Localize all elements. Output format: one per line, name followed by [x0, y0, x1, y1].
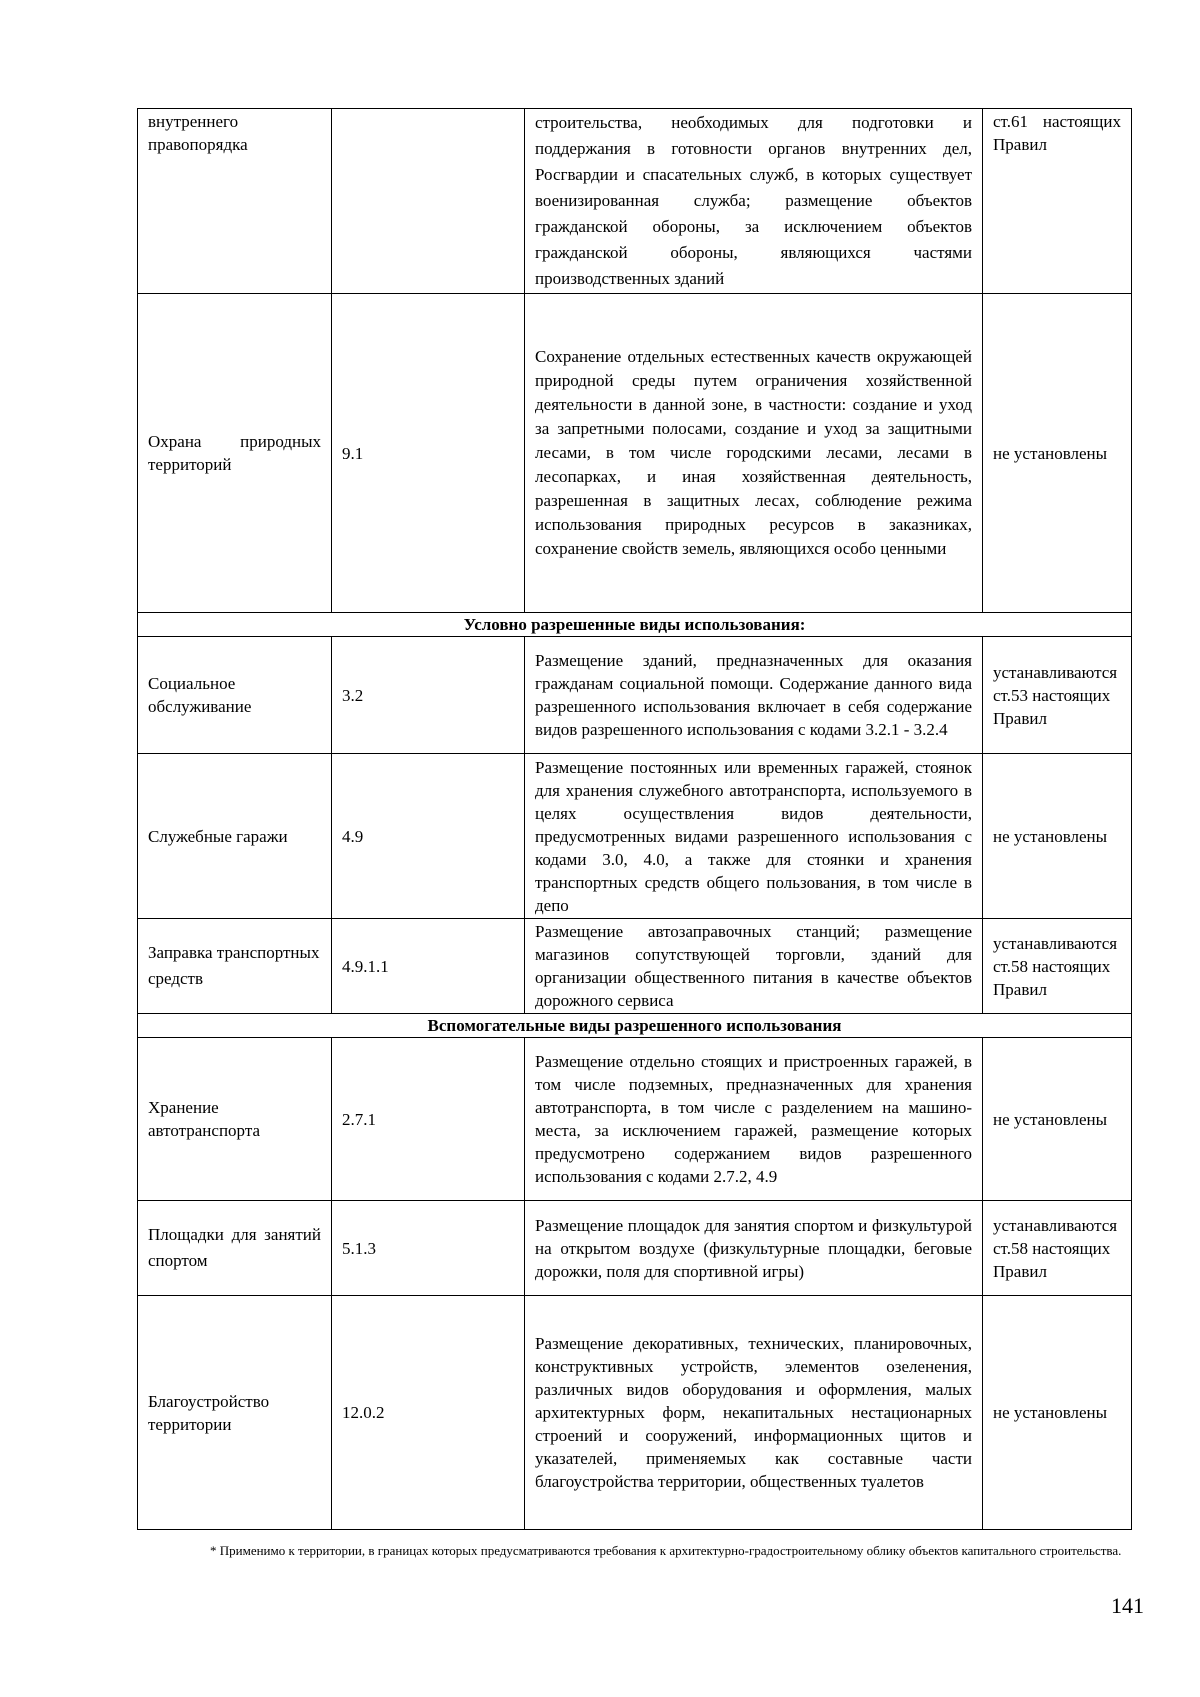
table-row [138, 754, 1132, 919]
use-params: не установлены [983, 294, 1132, 613]
use-description: Сохранение отдельных естественных качеств окружающей природной среды путем ограничения хозяйственной деятельности в данной зоне, в частности: создание и уход за запретными полосами, создание и уход за защитными лесами, в том числе городскими лесами, лесами в лесопарках, и иная хозяйственная деятельность, разрешенная в защитных лесах, соблюдение режима использования природных ресурсов в заказниках, сохранение свойств земель, являющихся особо ценными [525, 294, 983, 613]
use-name: Хранение автотранспорта [138, 1038, 332, 1201]
use-description: Размещение постоянных или временных гаражей, стоянок для хранения служебного автотранспорта, используемого в целях осуществления видов деятельности, предусмотренных видами разрешенного использования с кодами 3.0, 4.0, а также для стоянки и хранения транспортных средств общего пользования, в том числе в депо [525, 754, 983, 919]
use-name: Охрана природных территорий [138, 294, 332, 613]
use-name: Служебные гаражи [138, 754, 332, 919]
use-params: не установлены [983, 754, 1132, 919]
table-row [138, 1201, 1132, 1296]
use-description: Размещение зданий, предназначенных для оказания гражданам социальной помощи. Содержание данного вида разрешенного использования включает в себя содержание видов разрешенного использования с кодами 3.2.1 - 3.2.4 [525, 637, 983, 754]
table-row [138, 1038, 1132, 1201]
use-name: внутреннего правопорядка [138, 109, 332, 294]
section-heading: Вспомогательные виды разрешенного использования [138, 1014, 1132, 1038]
section-row [138, 1014, 1132, 1038]
use-name: Площадки для занятий спортом [138, 1201, 332, 1296]
use-name: Социальное обслуживание [138, 637, 332, 754]
section-heading: Условно разрешенные виды использования: [138, 613, 1132, 637]
table-row [138, 919, 1132, 1014]
use-code: 12.0.2 [332, 1296, 525, 1530]
use-params: не установлены [983, 1296, 1132, 1530]
use-params: устанавливаются ст.53 настоящих Правил [983, 637, 1132, 754]
use-description: строительства, необходимых для подготовки и поддержания в готовности органов внутренних дел, Росгвардии и спасательных служб, в которых существует военизированная служба; размещение объектов гражданской обороны, за исключением объектов гражданской обороны, являющихся частями производственных зданий [525, 109, 983, 294]
use-name: Благоустройство территории [138, 1296, 332, 1530]
use-params: ст.61 настоящих Правил [983, 109, 1132, 294]
section-row [138, 613, 1132, 637]
use-description: Размещение площадок для занятия спортом и физкультурой на открытом воздухе (физкультурные площадки, беговые дорожки, поля для спортивной игры) [525, 1201, 983, 1296]
use-code: 4.9 [332, 754, 525, 919]
table-row [138, 109, 1132, 294]
use-params: устанавливаются ст.58 настоящих Правил [983, 919, 1132, 1014]
use-name: Заправка транспортных средств [138, 919, 332, 1014]
use-code: 4.9.1.1 [332, 919, 525, 1014]
use-code: 5.1.3 [332, 1201, 525, 1296]
use-params: не установлены [983, 1038, 1132, 1201]
use-code [332, 109, 525, 294]
use-code: 2.7.1 [332, 1038, 525, 1201]
use-code: 3.2 [332, 637, 525, 754]
table-row [138, 294, 1132, 613]
table-row [138, 637, 1132, 754]
footnote: * Применимо к территории, в границах которых предусматриваются требования к архитектурно-градостроительному облику объектов капитального строительства. [210, 1543, 1122, 1558]
use-description: Размещение отдельно стоящих и пристроенных гаражей, в том числе подземных, предназначенных для хранения автотранспорта, в том числе с разделением на машино-места, за исключением гаражей, размещение которых предусмотрено содержанием видов разрешенного использования с кодами 2.7.2, 4.9 [525, 1038, 983, 1201]
use-params: устанавливаются ст.58 настоящих Правил [983, 1201, 1132, 1296]
use-code: 9.1 [332, 294, 525, 613]
use-description: Размещение декоративных, технических, планировочных, конструктивных устройств, элементов озеленения, различных видов оборудования и оформления, малых архитектурных форм, некапитальных нестационарных строений и сооружений, информационных щитов и указателей, применяемых как составные части благоустройства территории, общественных туалетов [525, 1296, 983, 1530]
use-description: Размещение автозаправочных станций; размещение магазинов сопутствующей торговли, зданий для организации общественного питания в качестве объектов дорожного сервиса [525, 919, 983, 1014]
land-use-table [137, 108, 1132, 1530]
table-row [138, 1296, 1132, 1530]
page-number: 141 [1111, 1593, 1144, 1618]
